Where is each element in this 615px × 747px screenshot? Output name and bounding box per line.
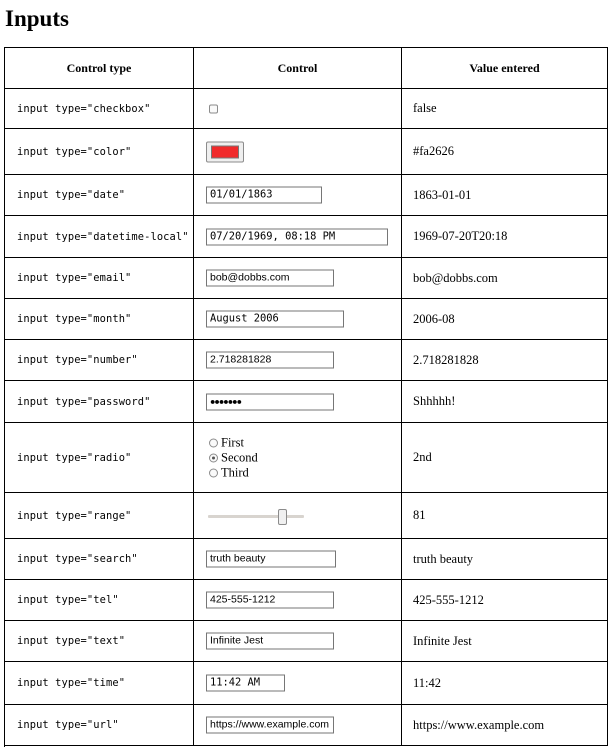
value-entered: 2nd — [402, 423, 608, 492]
table-row-time — [5, 662, 608, 705]
table-row-password — [5, 381, 608, 423]
table-row-datetime-local — [5, 216, 608, 258]
header-control-type: Control type — [5, 48, 194, 88]
range-slider-thumb[interactable] — [278, 509, 287, 525]
value-entered: 1863-01-01 — [402, 175, 608, 215]
table-row-text — [5, 621, 608, 662]
checkbox-input[interactable] — [209, 104, 218, 113]
page-title: Inputs — [5, 6, 69, 31]
control-cell — [194, 340, 402, 380]
control-cell — [194, 705, 402, 745]
url-input[interactable]: https://www.example.com — [206, 717, 334, 734]
type-label: input type="radio" — [5, 423, 194, 492]
range-slider-track[interactable] — [208, 515, 304, 518]
table-row-date — [5, 175, 608, 216]
value-entered: 2006-08 — [402, 299, 608, 339]
control-cell — [194, 299, 402, 339]
type-label: input type="range" — [5, 493, 194, 538]
table-row-month — [5, 299, 608, 340]
table-row-email — [5, 258, 608, 299]
radio-label: First — [221, 435, 244, 449]
control-cell — [194, 423, 402, 492]
datetime-local-input[interactable]: 07/20/1969, 08:18 PM — [206, 228, 388, 245]
control-cell — [194, 621, 402, 661]
type-label: input type="datetime-local" — [5, 216, 194, 257]
value-entered: Shhhhh! — [402, 381, 608, 422]
table-header-row — [5, 48, 608, 89]
type-label: input type="email" — [5, 258, 194, 298]
value-entered: https://www.example.com — [402, 705, 608, 745]
radio-button-selected[interactable] — [209, 453, 218, 462]
table-row-radio — [5, 423, 608, 493]
date-input[interactable]: 01/01/1863 — [206, 187, 322, 204]
value-entered: #fa2626 — [402, 129, 608, 174]
number-input[interactable]: 2.718281828 — [206, 352, 334, 369]
control-cell — [194, 662, 402, 704]
type-label: input type="month" — [5, 299, 194, 339]
control-cell — [194, 258, 402, 298]
table-row-tel — [5, 580, 608, 621]
type-label: input type="checkbox" — [5, 89, 194, 128]
control-cell — [194, 493, 402, 538]
type-label: input type="search" — [5, 539, 194, 579]
time-input[interactable]: 11:42 AM — [206, 675, 285, 692]
value-entered: false — [402, 89, 608, 128]
value-entered: truth beauty — [402, 539, 608, 579]
type-label: input type="tel" — [5, 580, 194, 620]
radio-option-second[interactable] — [209, 450, 258, 465]
type-label: input type="password" — [5, 381, 194, 422]
inputs-table — [4, 47, 608, 747]
header-value-entered: Value entered — [402, 48, 608, 88]
type-label: input type="date" — [5, 175, 194, 215]
control-cell — [194, 89, 402, 128]
tel-input[interactable]: 425-555-1212 — [206, 592, 334, 609]
control-cell — [194, 129, 402, 174]
control-cell — [194, 175, 402, 215]
type-label: input type="color" — [5, 129, 194, 174]
table-row-url — [5, 705, 608, 746]
table-row-color — [5, 129, 608, 175]
header-control: Control — [194, 48, 402, 88]
color-picker-button[interactable] — [206, 141, 244, 162]
table-row-number — [5, 340, 608, 381]
password-input[interactable] — [206, 393, 334, 410]
radio-label: Second — [221, 450, 258, 464]
radio-option-first[interactable] — [209, 435, 258, 450]
control-cell — [194, 216, 402, 257]
search-input[interactable]: truth beauty — [206, 551, 336, 568]
month-input[interactable]: August 2006 — [206, 311, 344, 328]
table-row-search — [5, 539, 608, 580]
type-label: input type="number" — [5, 340, 194, 380]
value-entered: 81 — [402, 493, 608, 538]
table-row-checkbox — [5, 89, 608, 129]
radio-label: Third — [221, 465, 249, 479]
color-swatch — [211, 145, 239, 158]
text-input[interactable]: Infinite Jest — [206, 633, 334, 650]
control-cell — [194, 381, 402, 422]
value-entered: Infinite Jest — [402, 621, 608, 661]
password-mask: ●●●●●●● — [210, 396, 242, 406]
table-row-range — [5, 493, 608, 539]
type-label: input type="url" — [5, 705, 194, 745]
control-cell — [194, 539, 402, 579]
value-entered: 425-555-1212 — [402, 580, 608, 620]
type-label: input type="text" — [5, 621, 194, 661]
radio-option-third[interactable] — [209, 465, 258, 480]
email-input[interactable]: bob@dobbs.com — [206, 270, 334, 287]
value-entered: bob@dobbs.com — [402, 258, 608, 298]
radio-button[interactable] — [209, 438, 218, 447]
radio-button[interactable] — [209, 468, 218, 477]
value-entered: 1969-07-20T20:18 — [402, 216, 608, 257]
value-entered: 11:42 — [402, 662, 608, 704]
value-entered: 2.718281828 — [402, 340, 608, 380]
control-cell — [194, 580, 402, 620]
type-label: input type="time" — [5, 662, 194, 704]
radio-group — [209, 435, 258, 480]
